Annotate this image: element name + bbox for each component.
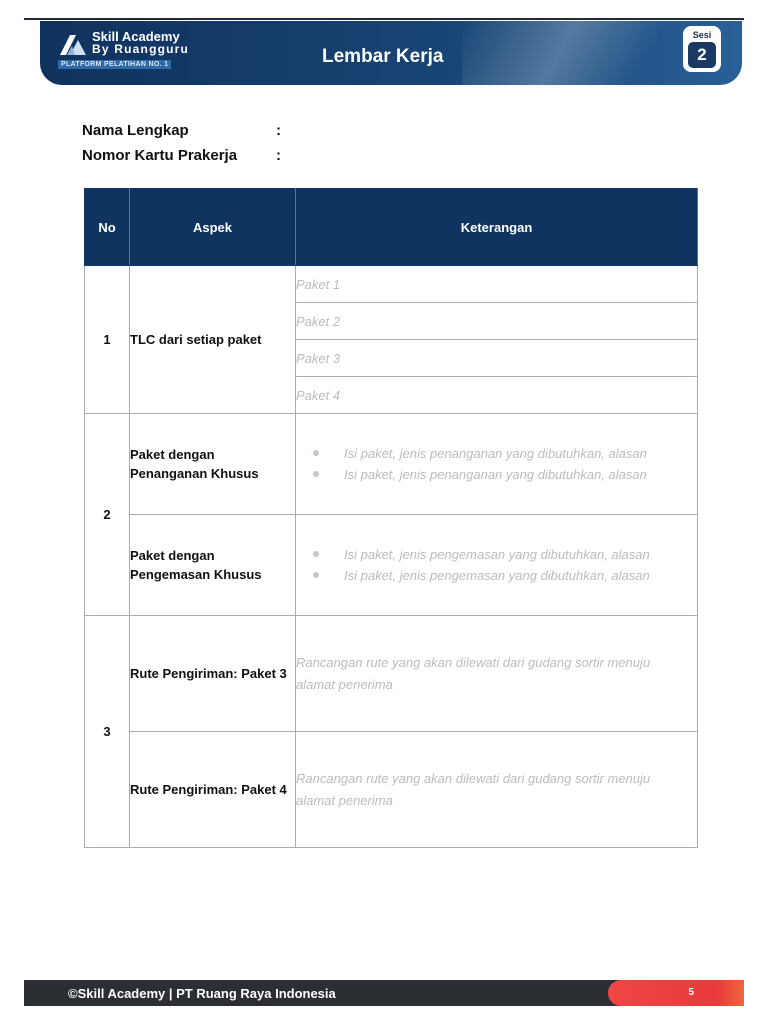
field-nama-lengkap (82, 122, 322, 147)
row-number: 2 (85, 414, 130, 616)
keterangan-paket-4[interactable]: Paket 4 (296, 377, 698, 414)
footer-copyright: ©Skill Academy | PT Ruang Raya Indonesia (68, 986, 336, 1001)
list-item: Isi paket, jenis penanganan yang dibutuhkan, alasan (296, 443, 677, 464)
page-title: Lembar Kerja (322, 46, 444, 67)
table-row (85, 414, 698, 515)
column-header-no: No (85, 189, 130, 266)
identity-fields (82, 122, 322, 172)
bullet-list (296, 443, 697, 485)
row-aspek: TLC dari setiap paket (130, 266, 296, 414)
list-item: Isi paket, jenis penanganan yang dibutuhkan, alasan (296, 464, 677, 485)
row-number: 1 (85, 266, 130, 414)
brand-name: Skill Academy (92, 29, 180, 44)
row-aspek: Paket dengan Penanganan Khusus (130, 414, 296, 515)
field-label: Nomor Kartu Prakerja (82, 147, 238, 164)
keterangan-rute-paket-3[interactable]: Rancangan rute yang akan dilewati dari gudang sortir menuju alamat penerima (296, 616, 698, 732)
keterangan-paket-1[interactable]: Paket 1 (296, 266, 698, 303)
field-separator: : (276, 122, 281, 139)
keterangan-paket-2[interactable]: Paket 2 (296, 303, 698, 340)
keterangan-rute-paket-4[interactable]: Rancangan rute yang akan dilewati dari gudang sortir menuju alamat penerima (296, 732, 698, 848)
keterangan-penanganan[interactable] (296, 414, 698, 515)
table-header-row (85, 189, 698, 266)
table-row (85, 515, 698, 616)
skill-academy-logo-icon (58, 31, 88, 57)
row-aspek: Rute Pengiriman: Paket 3 (130, 616, 296, 732)
footer-accent (608, 980, 744, 1006)
table-row (85, 732, 698, 848)
keterangan-paket-3[interactable]: Paket 3 (296, 340, 698, 377)
table-row (85, 266, 698, 303)
brand-tagline: PLATFORM PELATIHAN NO. 1 (58, 60, 171, 69)
row-number: 3 (85, 616, 130, 848)
list-item: Isi paket, jenis pengemasan yang dibutuhkan, alasan (296, 565, 677, 586)
brand-subname: By Ruangguru (92, 42, 190, 56)
table-row (85, 616, 698, 732)
column-header-keterangan: Keterangan (296, 189, 698, 266)
top-rule (24, 18, 744, 20)
page-number: 5 (688, 987, 694, 998)
field-nomor-kartu (82, 147, 322, 172)
session-number: 2 (688, 42, 716, 68)
header-decoration (462, 21, 682, 85)
worksheet-table (84, 188, 698, 848)
bullet-list (296, 544, 697, 586)
session-label: Sesi (692, 30, 712, 40)
page-header (40, 21, 742, 85)
column-header-aspek: Aspek (130, 189, 296, 266)
field-separator: : (276, 147, 281, 164)
row-aspek: Paket dengan Pengemasan Khusus (130, 515, 296, 616)
row-aspek: Rute Pengiriman: Paket 4 (130, 732, 296, 848)
list-item: Isi paket, jenis pengemasan yang dibutuhkan, alasan (296, 544, 677, 565)
page-footer (24, 980, 744, 1006)
keterangan-pengemasan[interactable] (296, 515, 698, 616)
field-label: Nama Lengkap (82, 122, 189, 139)
session-badge (683, 26, 721, 72)
